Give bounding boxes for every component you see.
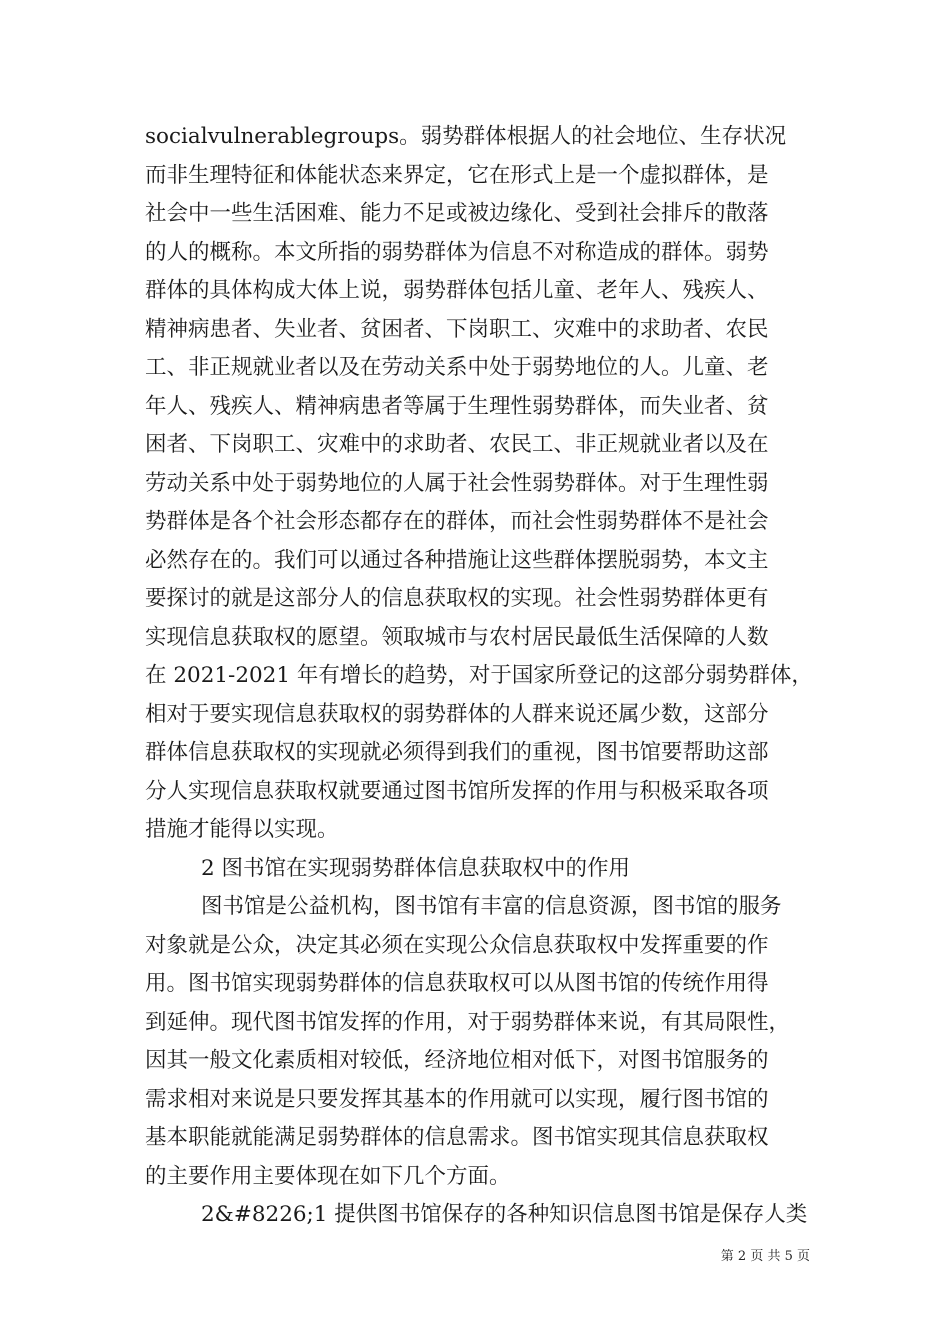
text-line: 图书馆是公益机构，图书馆有丰富的信息资源，图书馆的服务 <box>201 894 782 919</box>
text-line: 工、非正规就业者以及在劳动关系中处于弱势地位的人。儿童、老 <box>145 355 769 380</box>
text-line: 在 2021-2021 年有增长的趋势，对于国家所登记的这部分弱势群体， <box>145 663 813 688</box>
text-line: 用。图书馆实现弱势群体的信息获取权可以从图书馆的传统作用得 <box>145 971 769 996</box>
text-line: 群体信息获取权的实现就必须得到我们的重视，图书馆要帮助这部 <box>145 740 769 765</box>
text-line: 到延伸。现代图书馆发挥的作用，对于弱势群体来说，有其局限性， <box>145 1009 791 1035</box>
text-line: 对象就是公众，决定其必须在实现公众信息获取权中发挥重要的作 <box>145 932 769 958</box>
text-line: 分人实现信息获取权就要通过图书馆所发挥的作用与积极采取各项 <box>145 778 769 804</box>
text-line: 困者、下岗职工、灾难中的求助者、农民工、非正规就业者以及在 <box>145 432 769 457</box>
text-line: 劳动关系中处于弱势地位的人属于社会性弱势群体。对于生理性弱 <box>145 470 769 496</box>
text-line: 因其一般文化素质相对较低，经济地位相对低下，对图书馆服务的 <box>145 1048 769 1073</box>
text-line: 措施才能得以实现。 <box>145 817 339 842</box>
text-line: 势群体是各个社会形态都存在的群体，而社会性弱势群体不是社会 <box>145 509 769 534</box>
text-line: 群体的具体构成大体上说，弱势群体包括儿童、老年人、残疾人、 <box>145 278 769 303</box>
text-line: 必然存在的。我们可以通过各种措施让这些群体摆脱弱势，本文主 <box>145 547 769 573</box>
page-number: 第 2 页 共 5 页 <box>720 1249 810 1264</box>
text-line: 社会中一些生活困难、能力不足或被边缘化、受到社会排斥的散落 <box>145 201 769 226</box>
text-line: 实现信息获取权的愿望。领取城市与农村居民最低生活保障的人数 <box>145 624 769 650</box>
text-line: 而非生理特征和体能状态来界定，它在形式上是一个虚拟群体，是 <box>145 162 769 188</box>
section-heading: 2 图书馆在实现弱势群体信息获取权中的作用 <box>201 855 631 881</box>
text-line: 精神病患者、失业者、贫困者、下岗职工、灾难中的求助者、农民 <box>145 316 769 342</box>
text-line: 要探讨的就是这部分人的信息获取权的实现。社会性弱势群体更有 <box>145 586 769 611</box>
body-text <box>145 118 813 1235</box>
text-line: socialvulnerablegroups。弱势群体根据人的社会地位、生存状况 <box>145 124 787 149</box>
text-line: 年人、残疾人、精神病患者等属于生理性弱势群体，而失业者、贫 <box>145 393 769 419</box>
text-line: 的主要作用主要体现在如下几个方面。 <box>145 1163 511 1189</box>
text-line: 基本职能就能满足弱势群体的信息需求。图书馆实现其信息获取权 <box>145 1125 769 1150</box>
text-line: 相对于要实现信息获取权的弱势群体的人群来说还属少数，这部分 <box>145 701 769 727</box>
text-line: 需求相对来说是只要发挥其基本的作用就可以实现，履行图书馆的 <box>145 1086 769 1112</box>
subsection-line: 2&#8226;1 提供图书馆保存的各种知识信息图书馆是保存人类 <box>201 1202 808 1227</box>
text-line: 的人的概称。本文所指的弱势群体为信息不对称造成的群体。弱势 <box>145 239 769 265</box>
